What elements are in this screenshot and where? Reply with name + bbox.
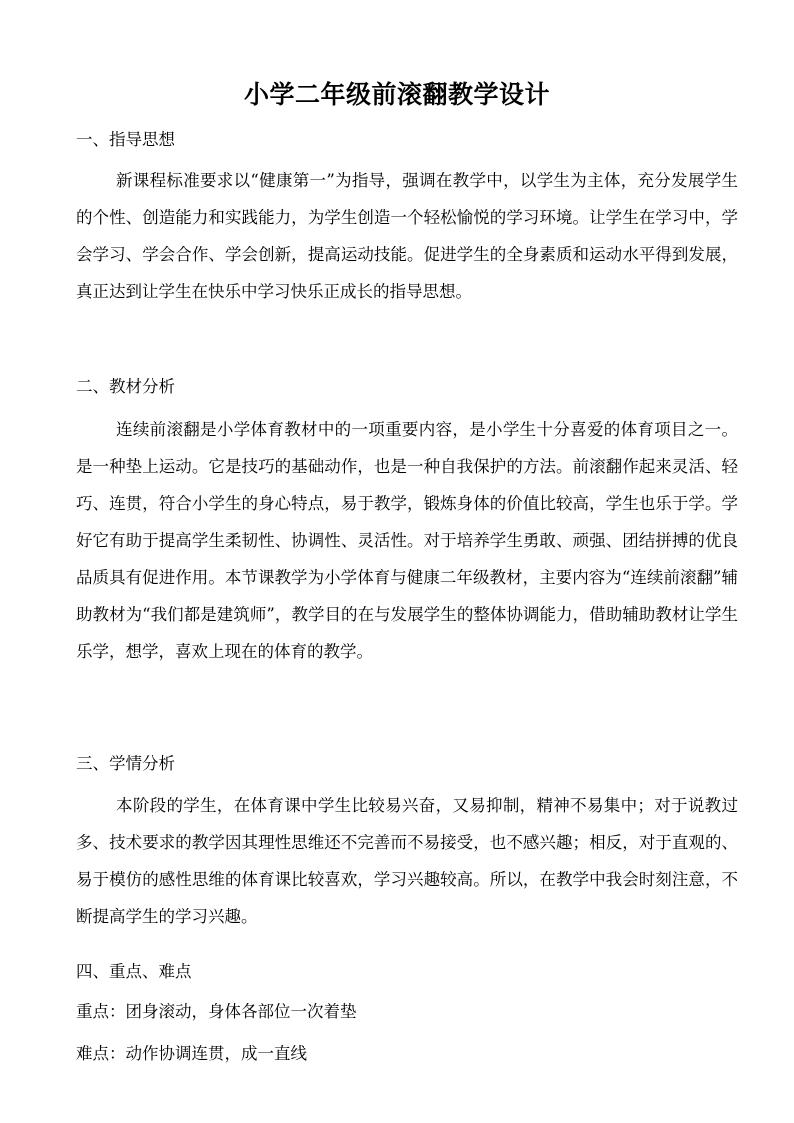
section-heading-key-difficult-points: 四、重点、难点 (76, 962, 192, 981)
section-paragraph-student-analysis: 本阶段的学生，在体育课中学生比较易兴奋，又易抑制，精神不易集中；对于说教过多、技术要求的教学因其理性思维还不完善而不易接受，也不感兴趣；相反，对于直观的、易于模仿的感性思维的体育课比较喜欢，学习兴趣较高。所以，在教学中我会时刻注意，不断提高学生的学习兴趣。 (76, 796, 738, 926)
section-paragraph-material-analysis: 连续前滚翻是小学体育教材中的一项重要内容，是小学生十分喜爱的体育项目之一。是一种垫上运动。它是技巧的基础动作，也是一种自我保护的方法。前滚翻作起来灵活、轻巧、连贯，符合小学生的身心特点，易于教学，锻炼身体的价值比较高，学生也乐于学。学好它有助于提高学生柔韧性、协调性、灵活性。对于培养学生勇敢、顽强、团结拼搏的优良品质具有促进作用。本节课教学为小学体育与健康二年级教材，主要内容为“连续前滚翻”辅助教材为“我们都是建筑师”，教学目的在与发展学生的整体协调能力，借助辅助教材让学生乐学，想学，喜欢上现在的体育的教学。 (76, 420, 738, 661)
section-heading-student-analysis: 三、学情分析 (76, 754, 175, 773)
document-title: 小学二年级前滚翻教学设计 (243, 80, 550, 109)
section-heading-guiding-thought: 一、指导思想 (76, 130, 175, 149)
section-paragraph-guiding-thought: 新课程标准要求以“健康第一”为指导，强调在教学中，以学生为主体，充分发展学生的个性、创造能力和实践能力，为学生创造一个轻松愉悦的学习环境。让学生在学习中，学会学习、学会合作、学会创新，提高运动技能。促进学生的全身素质和运动水平得到发展，真正达到让学生在快乐中学习快乐正成长的指导思想。 (76, 171, 738, 301)
key-point-line: 重点：团身滚动，身体各部位一次着垫 (76, 1002, 357, 1021)
section-heading-material-analysis: 二、教材分析 (76, 377, 175, 396)
difficult-point-line: 难点：动作协调连贯，成一直线 (76, 1044, 307, 1063)
